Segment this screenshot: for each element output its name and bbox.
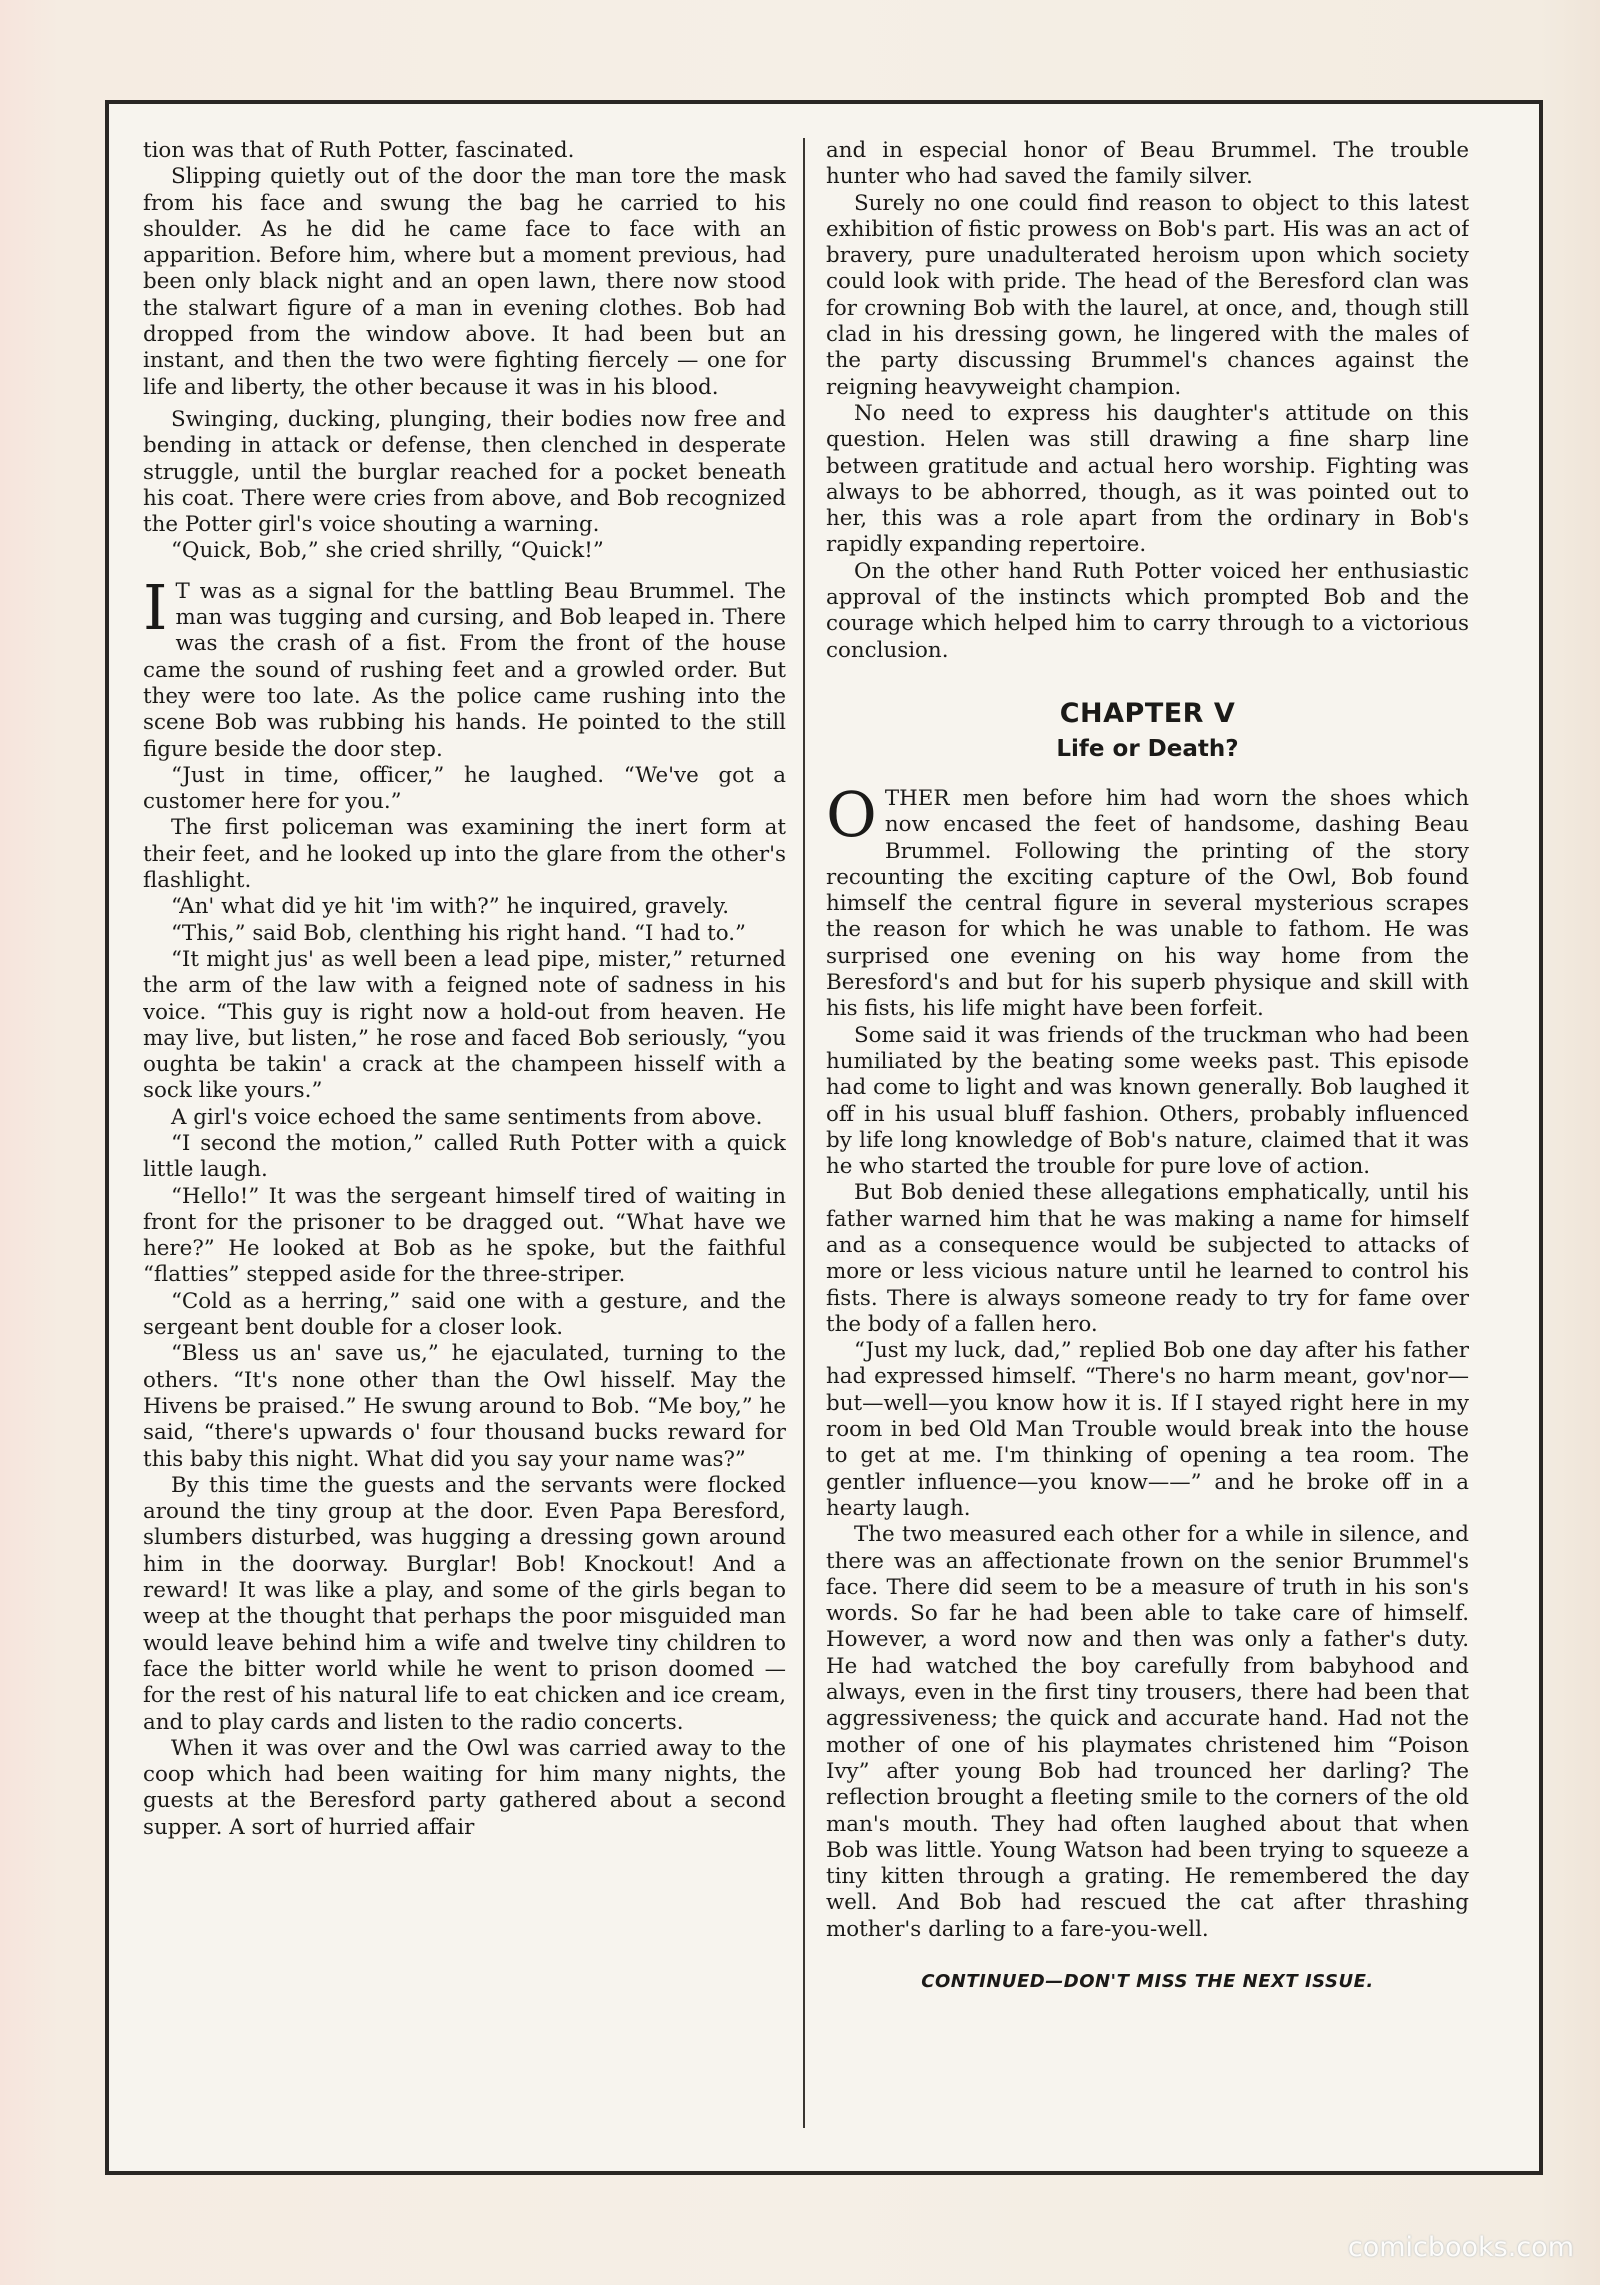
story-paragraph: No need to express his daughter's attitude on this question. Helen was still drawing a fine sharp line between gratitude and actual hero worship. Fighting was always to be abhorred, though, as it was pointed out to her, this was a role apart from the ordinary in Bob's rapidly expanding repertoire. [826, 400, 1469, 558]
chapter-subtitle: Life or Death? [1056, 735, 1239, 762]
story-paragraph: “An' what did ye hit 'im with?” he inquired, gravely. [171, 894, 730, 920]
story-paragraph: “I second the motion,” called Ruth Potter with a quick little laugh. [143, 1130, 786, 1183]
drop-cap-letter: O [826, 777, 877, 851]
dropcap-paragraph-text: THER men before him had worn the shoes which now encased the feet of handsome, dashing Beau Brummel. Following the printing of the story recounting the exciting capture of the Owl, Bob found himself the central figure in several mysterious scrapes the reason for which he was unable to fathom. He was surprised one evening on his way home from the Beresford's and but for his superb physique and skill with his fists, his life might have been forfeit. [826, 785, 1469, 1022]
story-paragraph: and in especial honor of Beau Brummel. The trouble hunter who had saved the family silver. [826, 138, 1469, 190]
story-paragraph: “Bless us an' save us,” he ejaculated, turning to the others. “It's none other than the Owl hisself. May the Hivens be praised.” He swung around to Bob. “Me boy,” he said, “there's upwards o' four thousand bucks reward for this baby this night. What did you say your name was?” [143, 1341, 786, 1472]
dropcap-paragraph [143, 570, 786, 763]
story-page-frame [105, 100, 1543, 2175]
right-text-column [826, 138, 1469, 2148]
story-paragraph: A girl's voice echoed the same sentiments from above. [171, 1104, 763, 1130]
site-watermark: comicbooks.com [1347, 2232, 1574, 2263]
story-paragraph: By this time the guests and the servants were flocked around the tiny group at the door. Even Papa Beresford, slumbers disturbed, was hugging a dressing gown around him in the doorway. Burglar! Bob! Knockout! And a reward! It was like a play, and some of the girls began to weep at the thought that perhaps the poor misguided man would leave behind him a wife and twelve tiny children to face the bitter world while he went to prison doomed — for the rest of his natural life to eat chicken and ice cream, and to play cards and listen to the radio concerts. [143, 1472, 786, 1735]
continued-note: CONTINUED—DON'T MISS THE NEXT ISSUE. [921, 1971, 1374, 1992]
chapter-title: CHAPTER V [1059, 697, 1236, 729]
story-paragraph: “This,” said Bob, clenthing his right hand. “I had to.” [171, 920, 746, 946]
story-paragraph: “Quick, Bob,” she cried shrilly, “Quick!” [171, 538, 604, 564]
story-paragraph: Some said it was friends of the truckman who had been humiliated by the beating some weeks past. This episode had come to light and was known generally. Bob laughed it off in his usual bluff fashion. Others, probably influenced by life long knowledge of Bob's nature, claimed that it was he who started the trouble for pure love of action. [826, 1022, 1469, 1180]
story-paragraph: But Bob denied these allegations emphatically, until his father warned him that he was making a name for himself and as a consequence would be subjected to attacks of more or less vicious nature until he learned to control his fists. There is always someone ready to try for fame over the body of a fallen hero. [826, 1180, 1469, 1337]
column-divider [803, 138, 805, 2128]
story-paragraph: “It might jus' as well been a lead pipe, mister,” returned the arm of the law with a feigned note of sadness in his voice. “This guy is right now a hold-out from heaven. He may live, but listen,” he rose and faced Bob seriously, “you oughta be takin' a crack at the champeen hisself with a sock like yours.” [143, 946, 786, 1104]
left-text-column [143, 138, 786, 2148]
story-paragraph: The two measured each other for a while in silence, and there was an affectionate frown on the senior Brummel's face. There did seem to be a measure of truth in his son's words. So far he had been able to take care of himself. However, a word now and then was only a father's duty. He had watched the boy carefully from babyhood and always, even in the first tiny trousers, there had been that aggressiveness; the quick and accurate hand. Had not the mother of one of his playmates christened him “Poison Ivy” after young Bob had trounced her darling? The reflection brought a fleeting smile to the corners of the old man's mouth. They had often laughed about that when Bob was little. Young Watson had been trying to squeeze a tiny kitten through a grating. He remembered the day well. And Bob had rescued the cat after thrashing mother's darling to a fare-you-well. [826, 1522, 1469, 1942]
story-paragraph: Slipping quietly out of the door the man tore the mask from his face and swung the bag he carried to his shoulder. As he did he came face to face with an apparition. Before him, where but a moment previous, had been only black night and an open lawn, there now stood the stalwart figure of a man in evening clothes. Bob had dropped from the window above. It had been but an instant, and then the two were fighting fiercely — one for life and liberty, the other because it was in his blood. [143, 164, 786, 400]
story-paragraph: “Just my luck, dad,” replied Bob one day after his father had expressed himself. “There's no harm meant, gov'nor—but—well—you know how it is. If I stayed right here in my room in bed Old Man Trouble would break into the house to get at me. I'm thinking of opening a tea room. The gentler influence—you know——” and he broke off in a hearty laugh. [826, 1338, 1469, 1521]
dropcap-paragraph-text: T was as a signal for the battling Beau Brummel. The man was tugging and cursing, and Bob leaped in. There was the crash of a fist. From the front of the house came the sound of rushing feet and a growled order. But they were too late. As the police came rushing into the scene Bob was rubbing his hands. He pointed to the still figure beside the door step. [143, 578, 786, 762]
story-paragraph: “Hello!” It was the sergeant himself tired of waiting in front for the prisoner to be dragged out. “What have we here?” He looked at Bob as he spoke, but the faithful “flatties” stepped aside for the three-striper. [143, 1183, 786, 1288]
story-paragraph: tion was that of Ruth Potter, fascinated. [143, 138, 575, 163]
story-paragraph: “Just in time, officer,” he laughed. “We've got a customer here for you.” [143, 762, 786, 815]
story-paragraph: Surely no one could find reason to object to this latest exhibition of fistic prowess on Bob's part. His was an act of bravery, pure unadulterated heroism upon which society could look with pride. The head of the Beresford clan was for crowning Bob with the laurel, at once, and, though still clad in his dressing gown, he lingered with the males of the party discussing Brummel's chances against the reigning heavyweight champion. [826, 190, 1469, 400]
story-paragraph: When it was over and the Owl was carried away to the coop which had been waiting for him many nights, the guests at the Beresford party gathered about a second supper. A sort of hurried affair [143, 1735, 786, 1840]
story-paragraph: Swinging, ducking, plunging, their bodies now free and bending in attack or defense, then clenched in desperate struggle, until the burglar reached for a pocket beneath his coat. There were cries from above, and Bob recognized the Potter girl's voice shouting a warning. [143, 406, 786, 538]
story-paragraph: On the other hand Ruth Potter voiced her enthusiastic approval of the instincts which prompted Bob and the courage which helped him to carry through to a victorious conclusion. [826, 558, 1469, 663]
drop-cap-letter: I [143, 570, 168, 644]
story-paragraph: The first policeman was examining the inert form at their feet, and he looked up into the glare from the other's flashlight. [143, 815, 786, 894]
story-paragraph: “Cold as a herring,” said one with a gesture, and the sergeant bent double for a closer look. [143, 1288, 786, 1341]
dropcap-paragraph [826, 777, 1469, 1023]
